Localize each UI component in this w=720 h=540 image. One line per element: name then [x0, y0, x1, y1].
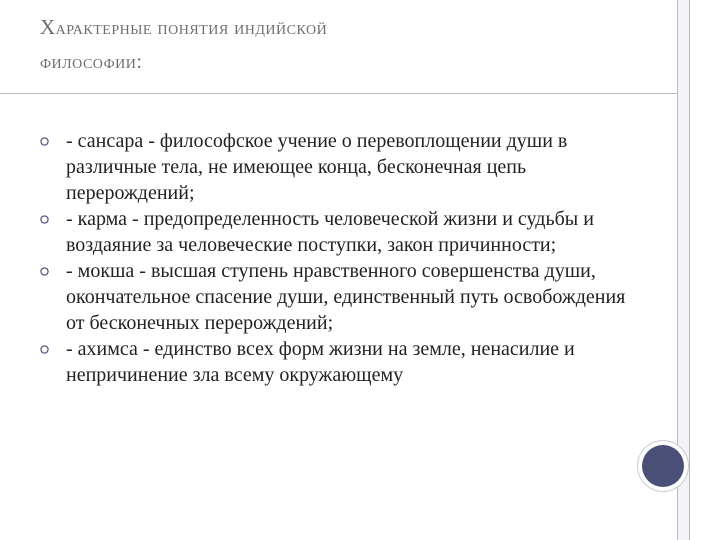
list-item-text: - сансара - философское учение о перевоплощении души в различные тела, не имеющее конца, бесконечная цепь перерождений;	[66, 130, 568, 204]
list-item	[40, 206, 640, 258]
list-item	[40, 336, 640, 388]
side-rail-right-line	[689, 0, 690, 540]
list-item-text: - мокша - высшая ступень нравственного совершенства души, окончательное спасение души, единственный путь освобождения от бесконечных перерождений;	[66, 260, 626, 334]
title-initial: Х	[40, 15, 56, 39]
title-divider	[0, 93, 690, 94]
title-line-2: философии:	[40, 51, 143, 73]
circle-bullet-icon	[40, 215, 49, 224]
circle-bullet-icon	[40, 345, 49, 354]
list-item	[40, 258, 640, 336]
title-line-1: арактерные понятия индийской	[55, 17, 328, 39]
slide-title	[40, 10, 600, 79]
circle-bullet-icon	[40, 267, 49, 276]
decorative-circle-icon	[642, 445, 684, 487]
list-item-text: - ахимса - единство всех форм жизни на земле, ненасилие и непричинение зла всему окружающему	[66, 338, 575, 386]
circle-bullet-icon	[40, 137, 49, 146]
list-item-text: - карма - предопределенность человеческой жизни и судьбы и воздаяние за человеческие поступки, закон причинности;	[66, 208, 594, 256]
list-item	[40, 128, 640, 206]
bullet-list	[40, 128, 640, 388]
